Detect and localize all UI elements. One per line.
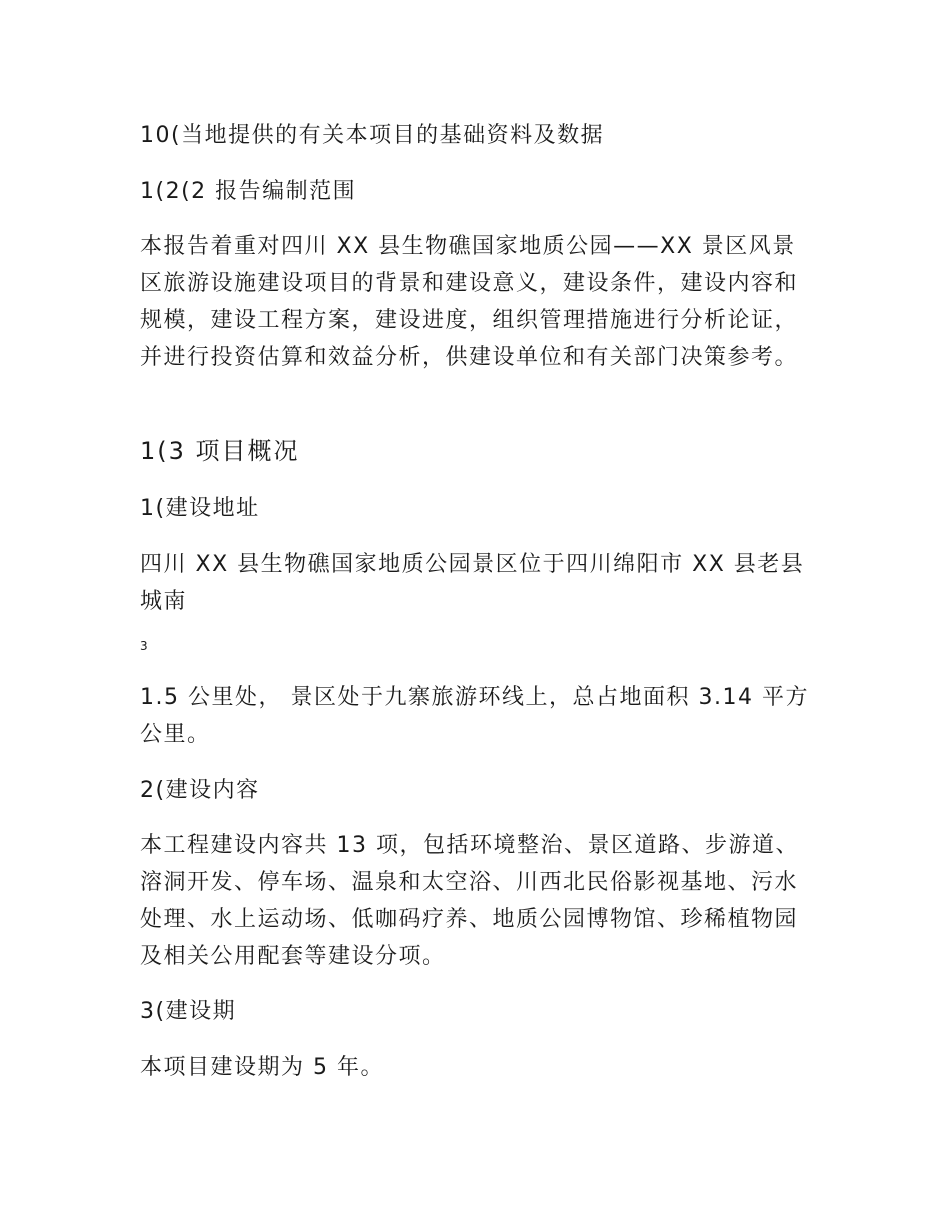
section-heading-report-scope: 1(2(2 报告编制范围 — [140, 179, 357, 204]
site-area-text: 1.5 公里处， 景区处于九寨旅游环线上，总占地面积 3.14 平方公里。 — [140, 685, 809, 747]
item-heading-site-address: 1(建设地址 — [140, 496, 260, 521]
construction-content-text: 本工程建设内容共 13 项，包括环境整治、景区道路、步游道、溶洞开发、停车场、温泉和太空浴、川西北民俗影视基地、污水处理、水上运动场、低咖码疗养、地质公园博物馆、珍稀植物园及相关公用配套等建设分项。 — [140, 833, 799, 969]
site-address-text: 四川 XX 县生物礁国家地质公园景区位于四川绵阳市 XX 县老县城南 — [140, 552, 805, 614]
section-heading-project-overview: 1(3 项目概况 — [140, 437, 300, 465]
scope-paragraph: 本报告着重对四川 XX 县生物礁国家地质公园——XX 景区风景区旅游设施建设项目的背景和建设意义，建设条件，建设内容和规模，建设工程方案，建设进度，组织管理措施进行分析论证，并进行投资估算和效益分析，供建设单位和有关部门决策参考。 — [140, 234, 799, 370]
construction-period-text: 本项目建设期为 5 年。 — [140, 1055, 384, 1080]
item-heading-construction-content: 2(建设内容 — [140, 778, 260, 803]
basic-data-line: 10(当地提供的有关本项目的基础资料及数据 — [140, 123, 605, 148]
item-heading-construction-period: 3(建设期 — [140, 999, 237, 1024]
page-number: 3 — [140, 639, 148, 653]
